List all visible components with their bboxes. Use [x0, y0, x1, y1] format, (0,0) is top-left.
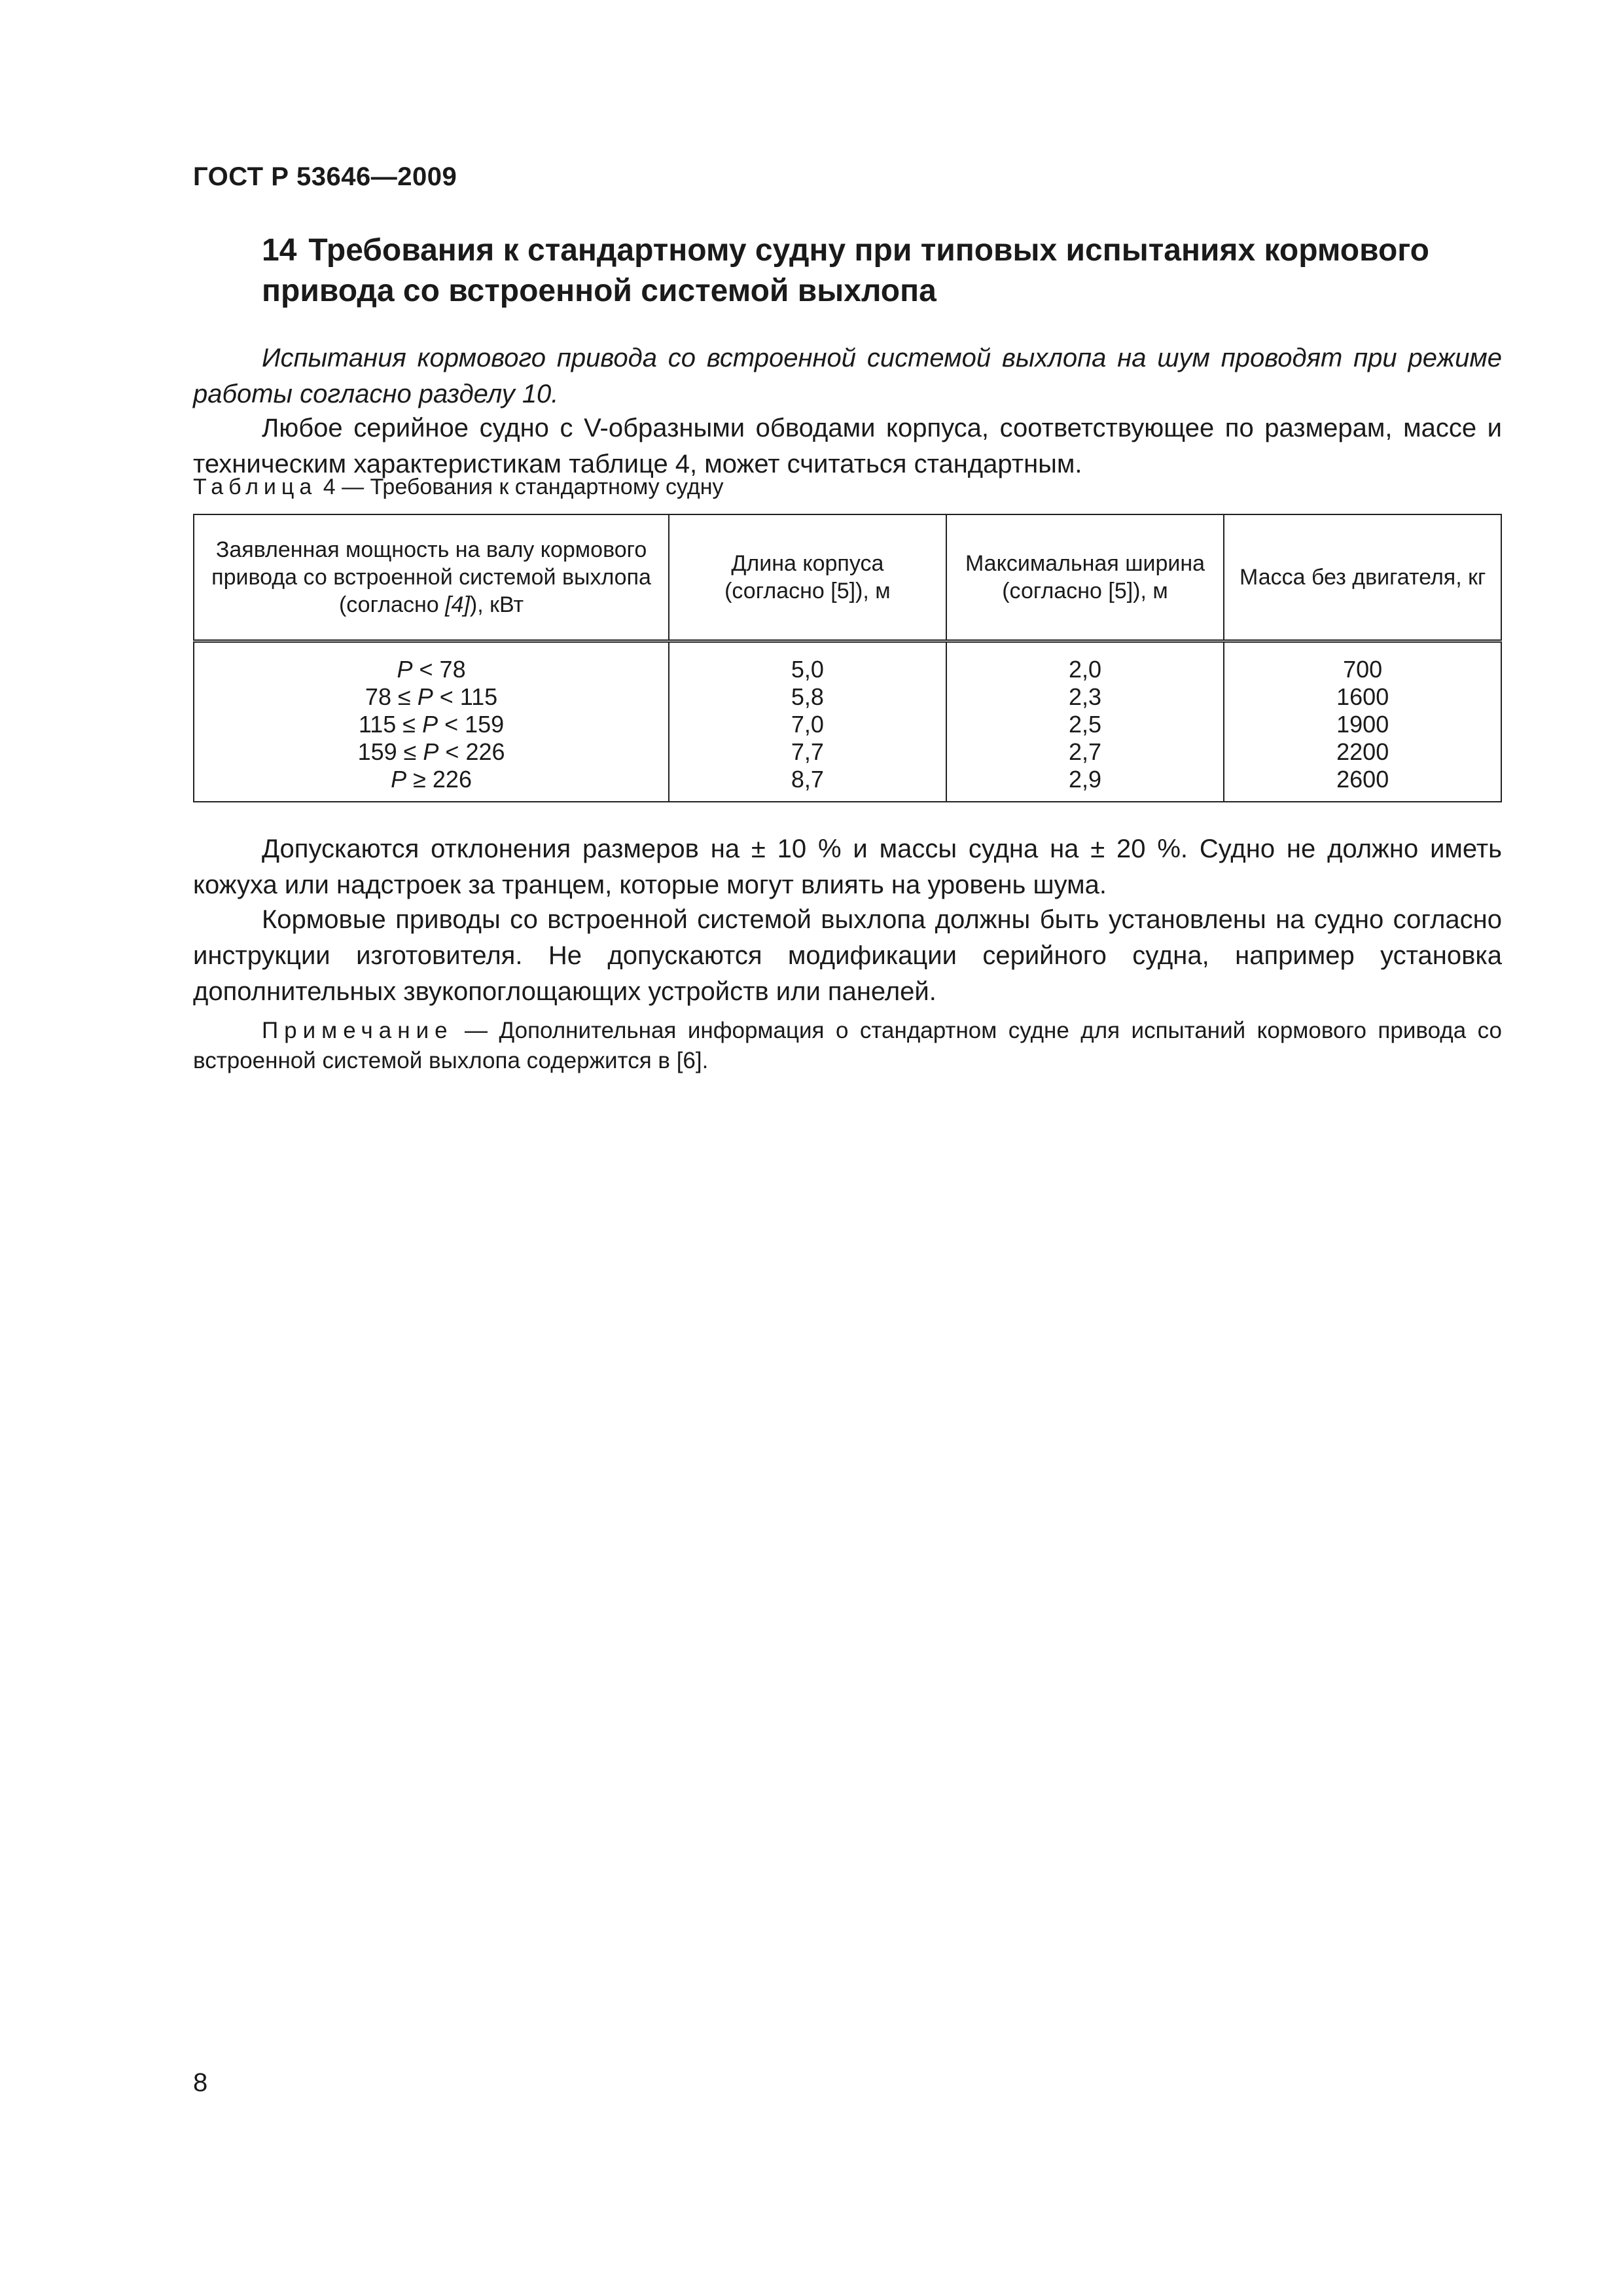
- power-variable: P: [422, 711, 438, 738]
- power-suffix: < 226: [438, 738, 505, 765]
- power-range: [201, 656, 662, 683]
- requirements-table: [193, 514, 1502, 802]
- width-value: 2,3: [1068, 683, 1102, 710]
- note-label: Примечание: [262, 1018, 454, 1043]
- power-range: [201, 766, 662, 793]
- power-suffix: < 115: [433, 683, 498, 710]
- length-value: 5,8: [791, 683, 824, 710]
- section-title-text: Требования к стандартному судну при типовых испытаниях кормового привода со встроенной системой выхлопа: [262, 233, 1429, 308]
- length-value: 8,7: [791, 766, 824, 793]
- table-header-row: [194, 514, 1501, 641]
- mass-value: 700: [1343, 656, 1383, 683]
- header-power-text-b: ), кВт: [469, 592, 524, 617]
- mass-value: 1600: [1336, 683, 1389, 710]
- mass-value: 2200: [1336, 738, 1389, 765]
- header-width: Максимальная ширина (согласно [5]), м: [946, 514, 1224, 641]
- power-variable: P: [417, 683, 433, 710]
- power-suffix: ≥ 226: [406, 766, 472, 793]
- paragraph-standard-boat: Любое серийное судно с V-образными обводами корпуса, соответствующее по размерам, массе и техническим характеристикам таблице 4, может считаться стандартным.: [193, 414, 1502, 478]
- column-width: [946, 641, 1224, 802]
- column-power: [194, 641, 669, 802]
- width-value: 2,0: [1068, 656, 1102, 683]
- width-value: 2,9: [1068, 766, 1102, 793]
- page-number: 8: [193, 2068, 208, 2097]
- column-length: [669, 641, 946, 802]
- header-mass: Масса без двигателя, кг: [1224, 514, 1501, 641]
- note-text: — Дополнительная информация о стандартном судне для испытаний кормового привода со встроенной системой выхлопа содержится в [6].: [193, 1018, 1502, 1073]
- document-id: ГОСТ Р 53646—2009: [193, 162, 457, 191]
- power-prefix: 78 ≤: [365, 683, 418, 710]
- header-power-text-a: Заявленная мощность на валу кормового привода со встроенной системой выхлопа (согласно: [211, 537, 651, 617]
- power-variable: P: [391, 766, 407, 793]
- power-range: [201, 711, 662, 738]
- paragraph-test-mode: Испытания кормового привода со встроенной системой выхлопа на шум проводят при режиме работы согласно разделу 10.: [193, 344, 1502, 408]
- table-caption-text: 4 — Требования к стандартному судну: [317, 475, 724, 499]
- width-value: 2,5: [1068, 711, 1102, 738]
- mass-value: 1900: [1336, 711, 1389, 738]
- header-power-ref: [4]: [445, 592, 470, 617]
- paragraph-installation: Кормовые приводы со встроенной системой выхлопа должны быть установлены на судно согласно инструкции изготовителя. Не допускаются модификации серийного судна, например установка дополнительных звукопоглощающих устройств или панелей.: [193, 905, 1502, 1006]
- width-value: 2,7: [1068, 738, 1102, 765]
- power-range: [201, 683, 662, 711]
- length-value: 7,7: [791, 738, 824, 765]
- table-caption: [193, 473, 724, 501]
- length-value: 5,0: [791, 656, 824, 683]
- power-variable: P: [423, 738, 439, 765]
- column-mass: [1224, 641, 1501, 802]
- power-prefix: 115 ≤: [358, 711, 423, 738]
- power-suffix: < 159: [438, 711, 505, 738]
- paragraph-tolerances: Допускаются отклонения размеров на ± 10 % и массы судна на ± 20 %. Судно не должно иметь кожуха или надстроек за транцем, которые могут влиять на уровень шума.: [193, 834, 1502, 899]
- section-title: [262, 230, 1505, 312]
- power-suffix: < 78: [412, 656, 466, 683]
- table-data-row: [194, 641, 1501, 802]
- length-value: 7,0: [791, 711, 824, 738]
- power-range: [201, 738, 662, 766]
- header-length: Длина корпуса (согласно [5]), м: [669, 514, 946, 641]
- note: [193, 1016, 1502, 1076]
- header-power: [194, 514, 669, 641]
- power-variable: P: [397, 656, 413, 683]
- mass-value: 2600: [1336, 766, 1389, 793]
- power-prefix: 159 ≤: [357, 738, 423, 765]
- table-caption-label: Таблица: [193, 475, 317, 499]
- section-number: 14: [262, 233, 297, 268]
